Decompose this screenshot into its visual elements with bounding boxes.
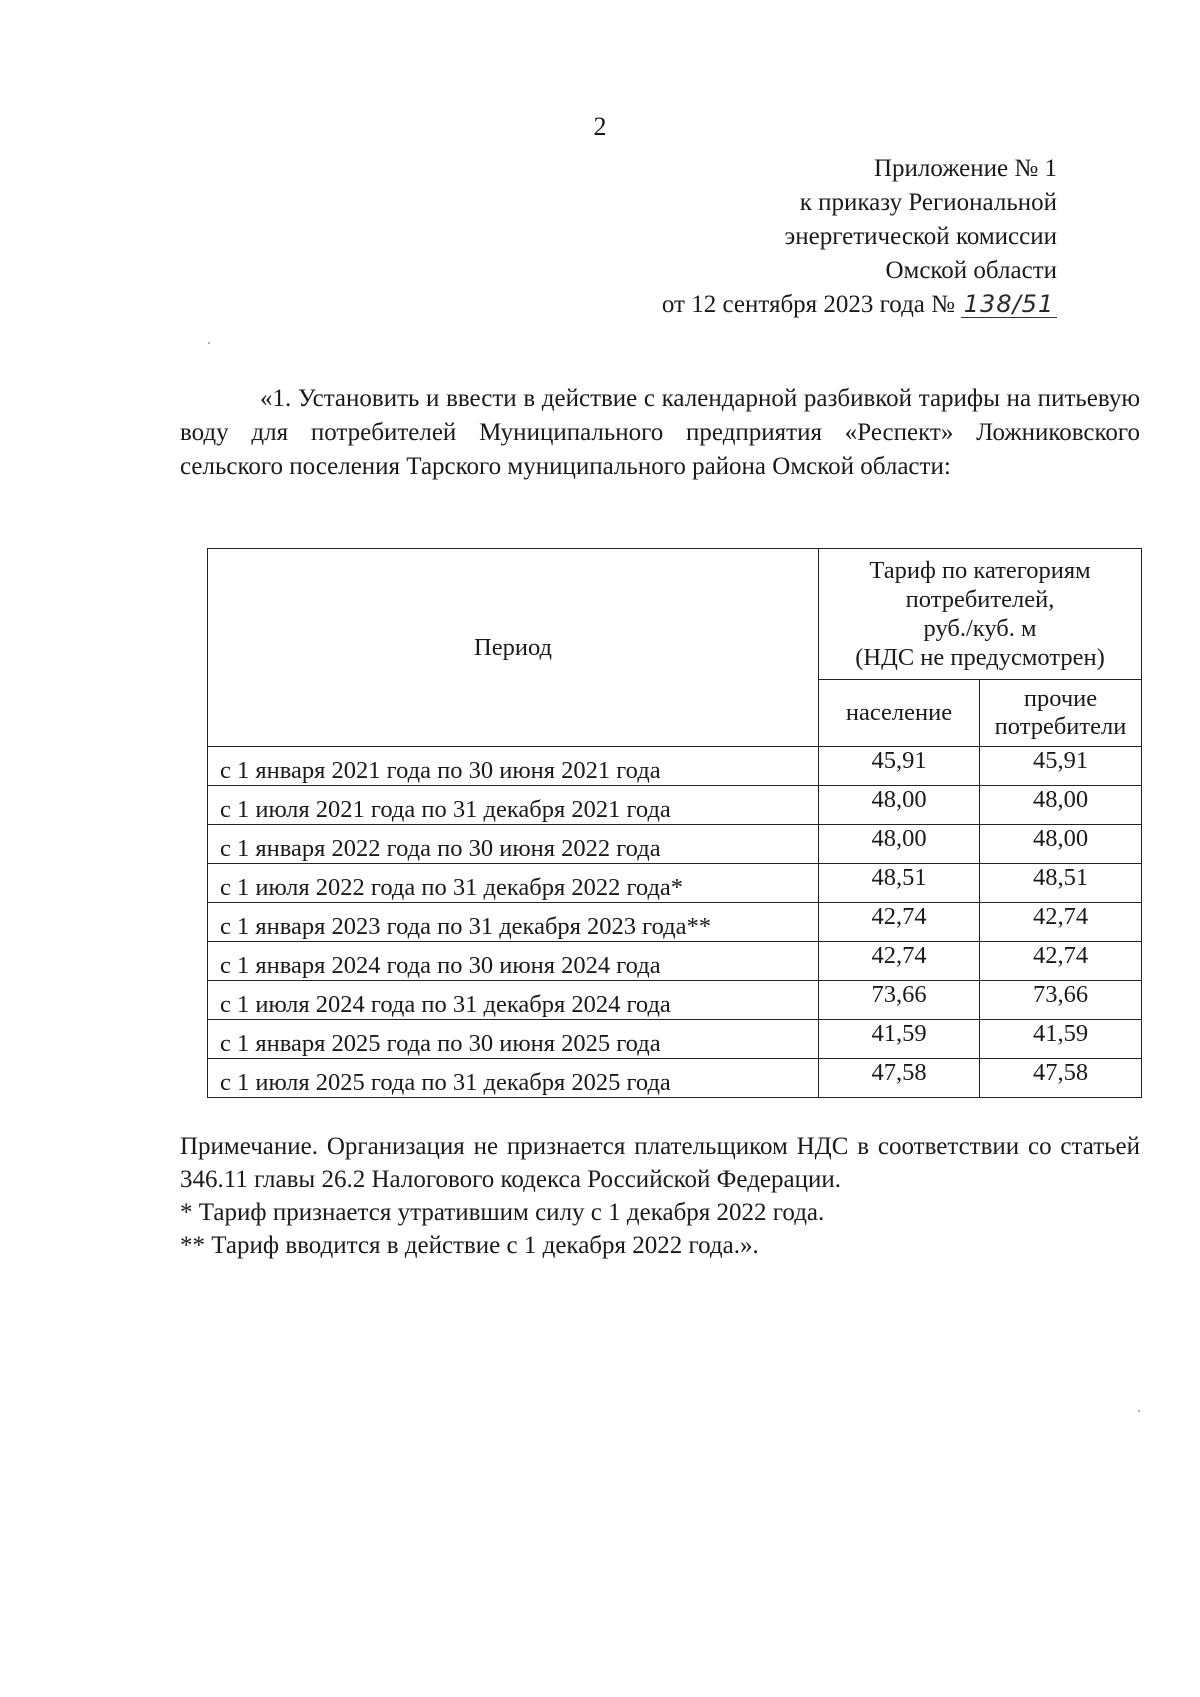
period-cell: с 1 января 2023 года по 31 декабря 2023 года** <box>208 903 819 942</box>
others-cell: 41,59 <box>980 1020 1142 1059</box>
period-cell: с 1 июля 2024 года по 31 декабря 2024 года <box>208 981 819 1020</box>
period-cell: с 1 января 2021 года по 30 июня 2021 года <box>208 747 819 786</box>
others-cell: 45,91 <box>980 747 1142 786</box>
header-population: население <box>819 680 980 747</box>
table-row <box>208 1020 1142 1059</box>
tariff-table <box>207 548 1142 1098</box>
others-cell: 73,66 <box>980 981 1142 1020</box>
period-cell: с 1 января 2025 года по 30 июня 2025 года <box>208 1020 819 1059</box>
table-row <box>208 1059 1142 1098</box>
population-cell: 42,74 <box>819 903 980 942</box>
population-cell: 41,59 <box>819 1020 980 1059</box>
others-cell: 47,58 <box>980 1059 1142 1098</box>
appendix-line-4: Омской области <box>885 257 1057 284</box>
note-double-star: ** Тариф вводится в действие с 1 декабря 2022 года.». <box>180 1232 759 1259</box>
note-main: Примечание. Организация не признается плательщиком НДС в соответствии со статьей 346.11 главы 26.2 Налогового кодекса Российской Федерации. <box>180 1133 1140 1193</box>
header-others <box>980 680 1142 747</box>
population-cell: 48,00 <box>819 786 980 825</box>
appendix-line-2: к приказу Региональной <box>799 189 1057 216</box>
appendix-date-line <box>662 288 1057 322</box>
scan-speck <box>1138 1410 1140 1412</box>
period-cell: с 1 июля 2022 года по 31 декабря 2022 года* <box>208 864 819 903</box>
header-others-line-1: прочие <box>1023 685 1098 712</box>
header-others-line-2: потребители <box>994 713 1127 740</box>
population-cell: 48,51 <box>819 864 980 903</box>
population-cell: 45,91 <box>819 747 980 786</box>
scan-speck <box>208 342 210 344</box>
note-single-star: * Тариф признается утратившим силу с 1 декабря 2022 года. <box>180 1199 825 1226</box>
others-cell: 48,51 <box>980 864 1142 903</box>
population-cell: 48,00 <box>819 825 980 864</box>
appendix-date-text: от 12 сентября 2023 года № <box>661 291 955 318</box>
appendix-line-3: энергетической комиссии <box>784 223 1057 250</box>
handwritten-order-number: 138/51 <box>961 291 1057 318</box>
table-row <box>208 825 1142 864</box>
page-number: 2 <box>593 112 607 141</box>
header-tariff <box>819 549 1142 680</box>
table-row <box>208 903 1142 942</box>
table-header-row <box>208 549 1142 680</box>
period-cell: с 1 января 2022 года по 30 июня 2022 года <box>208 825 819 864</box>
appendix-line-1: Приложение № 1 <box>873 155 1057 182</box>
table-row <box>208 942 1142 981</box>
header-tariff-line-3: руб./куб. м <box>923 615 1037 642</box>
notes-block <box>180 1130 1140 1262</box>
period-cell: с 1 января 2024 года по 30 июня 2024 года <box>208 942 819 981</box>
appendix-header <box>662 152 1057 322</box>
table-row <box>208 864 1142 903</box>
table-row <box>208 786 1142 825</box>
others-cell: 42,74 <box>980 903 1142 942</box>
header-tariff-line-1: Тариф по категориям <box>869 557 1091 584</box>
population-cell: 73,66 <box>819 981 980 1020</box>
others-cell: 48,00 <box>980 786 1142 825</box>
intro-paragraph: «1. Установить и ввести в действие с календарной разбивкой тарифы на питьевую воду для потребителей Муниципального предприятия «Респект» Ложниковского сельского поселения Тарского муниципального района Омской области: <box>180 385 1140 480</box>
header-tariff-line-2: потребителей, <box>905 586 1055 613</box>
others-cell: 48,00 <box>980 825 1142 864</box>
table-row <box>208 747 1142 786</box>
population-cell: 42,74 <box>819 942 980 981</box>
header-tariff-line-4: (НДС не предусмотрен) <box>855 644 1105 671</box>
period-cell: с 1 июля 2025 года по 31 декабря 2025 года <box>208 1059 819 1098</box>
table-row <box>208 981 1142 1020</box>
others-cell: 42,74 <box>980 942 1142 981</box>
period-cell: с 1 июля 2021 года по 31 декабря 2021 года <box>208 786 819 825</box>
header-period: Период <box>208 549 819 747</box>
population-cell: 47,58 <box>819 1059 980 1098</box>
